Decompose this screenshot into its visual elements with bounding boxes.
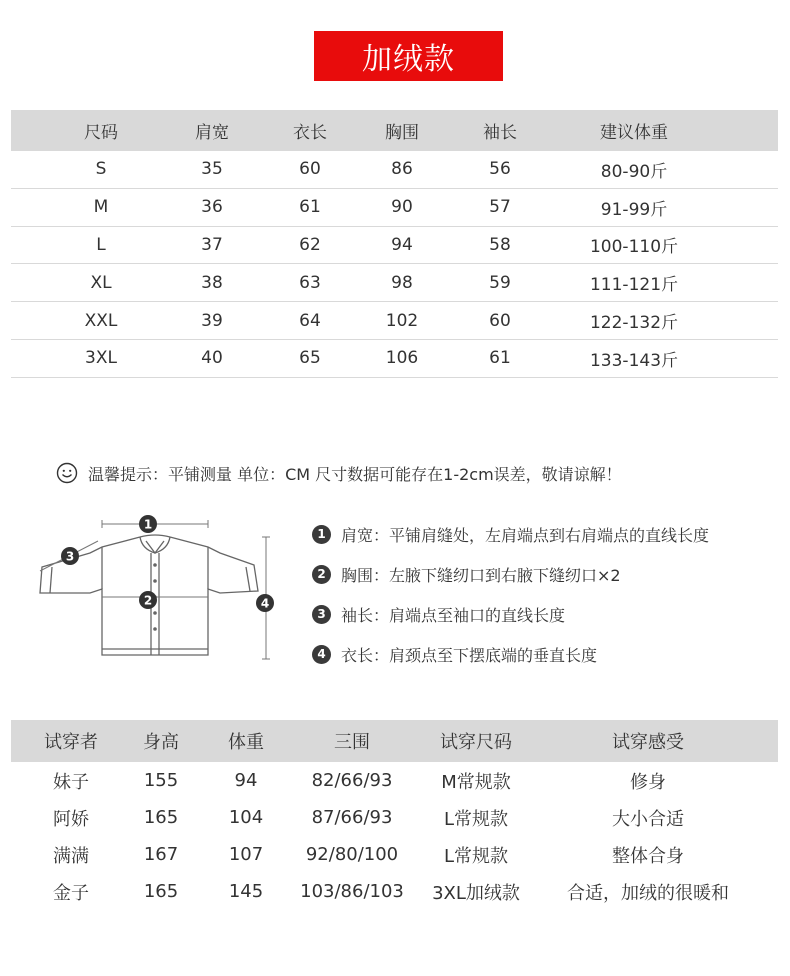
tip-text: 温馨提示：平铺测量 单位：CM 尺寸数据可能存在1-2cm误差，敬请谅解！ — [88, 464, 622, 484]
header-cell: 肩宽 — [195, 123, 229, 143]
header-cell: 袖长 — [483, 123, 517, 143]
header-cell: 三围 — [334, 732, 370, 753]
table-cell: 61 — [489, 348, 511, 369]
legend-text: 衣长：肩颈点至下摆底端的垂直长度 — [341, 645, 598, 665]
table-cell: 94 — [234, 770, 258, 791]
page-title: 加绒款 — [314, 31, 503, 81]
table-cell: 91-99斤 — [600, 199, 668, 220]
table-cell: 102 — [385, 310, 419, 331]
table-cell: 64 — [299, 310, 321, 331]
table-cell: 56 — [489, 159, 511, 180]
table-cell: 63 — [299, 272, 321, 293]
table-cell: M — [93, 197, 109, 218]
table-cell: 104 — [228, 807, 264, 828]
table-cell: 36 — [201, 197, 223, 218]
table-cell: 39 — [201, 310, 223, 331]
header-cell: 试穿者 — [44, 732, 98, 753]
table-cell: 165 — [143, 807, 179, 828]
table-cell: 94 — [391, 234, 413, 255]
table-cell: 167 — [143, 844, 179, 865]
table-cell: 合适，加绒的很暖和 — [567, 882, 729, 904]
marker-2: 2 — [143, 593, 153, 608]
table-cell: 111-121斤 — [589, 275, 679, 296]
marker-4: 4 — [260, 596, 270, 611]
header-cell: 身高 — [143, 732, 179, 753]
table-cell: 60 — [299, 159, 321, 180]
number-badge: 3 — [312, 605, 331, 624]
table-cell: L常规款 — [443, 845, 509, 867]
table-cell: 3XL加绒款 — [432, 882, 520, 904]
table-cell: 35 — [201, 159, 223, 180]
table-cell: 37 — [201, 234, 223, 255]
table-cell: 92/80/100 — [305, 844, 399, 865]
table-cell: 87/66/93 — [311, 807, 393, 828]
table-cell: 165 — [143, 881, 179, 902]
table-cell: 122-132斤 — [589, 313, 679, 334]
table-cell: XL — [90, 272, 112, 293]
table-row — [11, 189, 778, 227]
table-cell: M常规款 — [441, 771, 511, 793]
table-cell: 60 — [489, 310, 511, 331]
table-cell: 59 — [489, 272, 511, 293]
table-cell: 106 — [385, 348, 419, 369]
table-cell: 阿娇 — [53, 808, 89, 830]
table-cell: 大小合适 — [612, 808, 684, 830]
table-row — [11, 264, 778, 302]
table-cell: 145 — [228, 881, 264, 902]
table-cell: 满满 — [53, 845, 89, 867]
table-cell: 80-90斤 — [600, 161, 668, 182]
number-badge: 2 — [312, 565, 331, 584]
header-cell: 尺码 — [84, 123, 118, 143]
table-cell: L — [96, 234, 106, 255]
table-cell: 133-143斤 — [589, 350, 679, 371]
legend-text: 肩宽：平铺肩缝处，左肩端点到右肩端点的直线长度 — [341, 525, 710, 545]
table-row — [11, 762, 778, 799]
table-cell: 3XL — [85, 348, 117, 369]
legend-item — [312, 514, 772, 554]
legend-item — [312, 594, 772, 634]
table-row — [11, 227, 778, 265]
table-row — [11, 873, 778, 910]
measurement-tip — [56, 461, 622, 485]
table-cell: 90 — [391, 197, 413, 218]
table-cell: 整体合身 — [612, 845, 684, 867]
tryon-table-header — [11, 720, 778, 762]
table-cell: L常规款 — [443, 808, 509, 830]
header-cell: 胸围 — [385, 123, 419, 143]
table-cell: 38 — [201, 272, 223, 293]
table-cell: S — [95, 159, 107, 180]
header-cell: 衣长 — [293, 123, 327, 143]
table-cell: 61 — [299, 197, 321, 218]
table-cell: 82/66/93 — [311, 770, 393, 791]
table-row — [11, 151, 778, 189]
shirt-outline-icon — [30, 505, 280, 665]
table-cell: 65 — [299, 348, 321, 369]
legend-item — [312, 634, 772, 674]
number-badge: 4 — [312, 645, 331, 664]
table-cell: 107 — [228, 844, 264, 865]
table-cell: 57 — [489, 197, 511, 218]
table-row — [11, 302, 778, 340]
table-cell: 妹子 — [53, 771, 89, 793]
table-cell: 62 — [299, 234, 321, 255]
table-row — [11, 836, 778, 873]
legend-text: 胸围：左腋下缝纫口到右腋下缝纫口×2 — [341, 565, 621, 585]
legend-text: 袖长：肩端点至袖口的直线长度 — [341, 605, 566, 625]
marker-3: 3 — [65, 549, 75, 564]
table-cell: 155 — [143, 770, 179, 791]
header-cell: 试穿尺码 — [440, 732, 512, 753]
header-cell: 建议体重 — [600, 123, 668, 143]
table-cell: 58 — [489, 234, 511, 255]
table-row — [11, 340, 778, 378]
size-table-header — [11, 110, 778, 151]
number-badge: 1 — [312, 525, 331, 544]
table-cell: 86 — [391, 159, 413, 180]
table-cell: 修身 — [630, 771, 666, 793]
table-cell: 103/86/103 — [300, 881, 404, 902]
table-cell: 金子 — [53, 882, 89, 904]
tryon-table — [11, 720, 778, 910]
table-cell: 100-110斤 — [589, 237, 679, 258]
measurement-legend — [312, 514, 772, 674]
table-cell: 40 — [201, 348, 223, 369]
smiley-icon — [56, 462, 78, 484]
header-cell: 体重 — [228, 732, 264, 753]
table-cell: 98 — [391, 272, 413, 293]
legend-item — [312, 554, 772, 594]
table-row — [11, 799, 778, 836]
table-cell: XXL — [84, 310, 118, 331]
header-cell: 试穿感受 — [612, 732, 684, 753]
marker-1: 1 — [143, 517, 153, 532]
size-table — [11, 110, 778, 378]
